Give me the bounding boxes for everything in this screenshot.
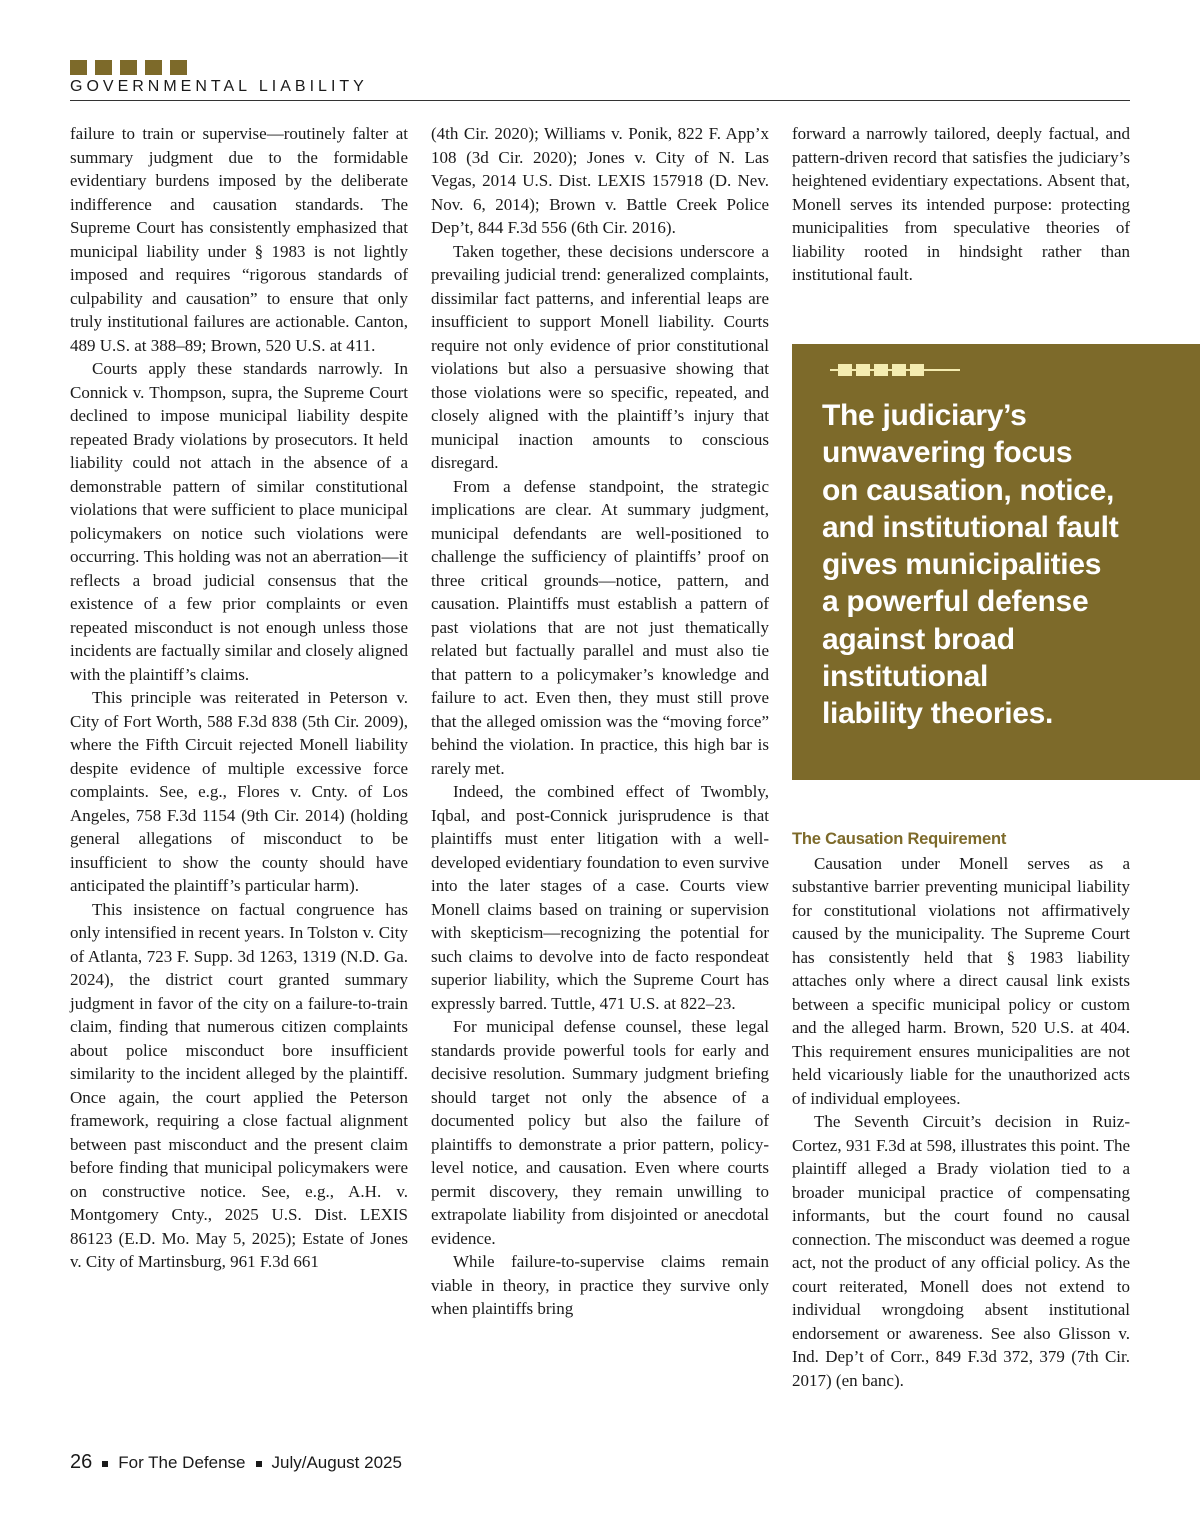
pull-quote-line: and institutional fault: [822, 510, 1119, 544]
pull-quote-decoration: [838, 364, 924, 376]
pull-quote-square: [874, 364, 888, 376]
header-square: [120, 60, 137, 75]
pull-quote-line: institutional: [822, 660, 989, 694]
pull-quote-line: gives municipalities: [822, 548, 1102, 582]
footer-bullet: [102, 1461, 108, 1467]
page-footer: [70, 1451, 402, 1474]
pull-quote-line: The judiciary’s: [822, 399, 1027, 432]
publication-name: For The Defense: [118, 1453, 246, 1472]
paragraph: The Seventh Circuit’s decision in Ruiz-Cortez, 931 F.3d at 598, illustrates this point. The plaintiff alleged a Brady violation tied to a broader municipal practice of compensating informants, but the court found no causal connection. The misconduct was deemed a rogue act, not the product of any official policy. As the court reiterated, Monell does not extend to individual wrongdoing absent institutional endorsement or awareness. See also Glisson v. Ind. Dep’t of Corr., 849 F.3d 372, 379 (7th Cir. 2017) (en banc).: [792, 1112, 1130, 1390]
pull-quote-text: [822, 397, 1172, 733]
pull-quote-line: a powerful defense: [822, 585, 1089, 619]
page-number: 26: [70, 1451, 93, 1473]
footer-bullet: [256, 1461, 262, 1467]
pull-quote-square: [892, 364, 906, 376]
pull-quote-square: [856, 364, 870, 376]
column-3-bottom: [792, 828, 1130, 1392]
section-label: GOVERNMENTAL LIABILITY: [70, 78, 368, 95]
pull-quote-line: against broad: [822, 622, 1015, 656]
header-rule: [70, 100, 1130, 101]
pull-quote-square: [838, 364, 852, 376]
pull-quote-line: unwavering focus: [822, 436, 1073, 470]
paragraph: failure to train or supervise—routinely falter at summary judgment due to the formidable evidentiary burdens imposed by the deliberate indifference and causation standards. The Supreme Court has consistently emphasized that municipal liability under § 1983 is not lightly imposed and requires “rigorous standards of culpability and causation” to ensure that only truly institutional failures are actionable. Canton, 489 U.S. at 388–89; Brown, 520 U.S. at 411.: [70, 124, 408, 355]
header-square: [70, 60, 87, 75]
column-3-top: [792, 122, 1130, 287]
paragraph: This insistence on factual congruence has only intensified in recent years. In Tolston v. City of Atlanta, 723 F. Supp. 3d 1263, 1319 (N.D. Ga. 2024), the district court granted summary judgment in favor of the city on a failure-to-train claim, finding that numerous citizen complaints about police misconduct bore insufficient similarity to the incident alleged by the plaintiff. Once again, the court applied the Peterson framework, requiring a close factual alignment between past misconduct and the present claim before finding that municipal policymakers were on constructive notice. See, e.g., A.H. v. Montgomery Cnty., 2025 U.S. Dist. LEXIS 86123 (E.D. Mo. May 5, 2025); Estate of Jones v. City of Martinsburg, 961 F.3d 661: [70, 899, 408, 1271]
paragraph: Taken together, these decisions underscore a prevailing judicial trend: generalized complaints, dissimilar fact patterns, and inferential leaps are insufficient to support Monell liability. Courts require not only evidence of prior constitutional violations but also a persuasive showing that those violations were so specific, repeated, and closely aligned with the plaintiff’s injury that municipal inaction amounts to conscious disregard.: [431, 241, 769, 472]
paragraph: Courts apply these standards narrowly. In Connick v. Thompson, supra, the Supreme Court declined to impose municipal liability despite repeated Brady violations by prosecutors. It held liability could not attach in the absence of a demonstrable pattern of similar constitutional violations that were sufficient to place municipal policymakers on notice such violations were occurring. This holding was not an aberration—it reflects a broad judicial consensus that the existence of a few prior complaints or even repeated misconduct is not enough unless those incidents are factually similar and closely aligned with the plaintiff’s claims.: [70, 359, 408, 684]
section-heading: The Causation Requirement: [792, 830, 1007, 848]
pull-quote: [792, 344, 1200, 780]
header-square: [95, 60, 112, 75]
column-2: [431, 122, 769, 1321]
paragraph: (4th Cir. 2020); Williams v. Ponik, 822 F. App’x 108 (3d Cir. 2020); Jones v. City of N. Las Vegas, 2014 U.S. Dist. LEXIS 157918 (D. Nev. Nov. 6, 2014); Brown v. Battle Creek Police Dep’t, 844 F.3d 556 (6th Cir. 2016).: [431, 124, 769, 237]
paragraph: This principle was reiterated in Peterson v. City of Fort Worth, 588 F.3d 838 (5th Cir. 2009), where the Fifth Circuit rejected Monell liability despite evidence of multiple excessive force complaints. See, e.g., Flores v. Cnty. of Los Angeles, 758 F.3d 1154 (9th Cir. 2014) (holding general allegations of misconduct to be insufficient to show the county should have anticipated the plaintiff’s particular harm).: [70, 688, 408, 895]
paragraph: forward a narrowly tailored, deeply factual, and pattern-driven record that satisfies the judiciary’s heightened evidentiary expectations. Absent that, Monell serves its intended purpose: protecting municipalities from speculative theories of liability rooted in hindsight rather than institutional fault.: [792, 124, 1130, 284]
column-1: [70, 122, 408, 1274]
paragraph: While failure-to-supervise claims remain viable in theory, in practice they survive only when plaintiffs bring: [431, 1252, 769, 1318]
pull-quote-line: liability theories.: [822, 697, 1054, 731]
paragraph: Causation under Monell serves as a substantive barrier preventing municipal liability for constitutional violations not affirmatively caused by the municipality. The Supreme Court has consistently held that § 1983 liability attaches only where a direct causal link exists between a specific municipal policy or custom and the alleged harm. Brown, 520 U.S. at 404. This requirement ensures municipalities are not held vicariously liable for the unauthorized acts of individual employees.: [792, 853, 1130, 1108]
header-square: [145, 60, 162, 75]
header-decoration: [70, 60, 187, 75]
pull-quote-line: on causation, notice,: [822, 473, 1115, 507]
paragraph: Indeed, the combined effect of Twombly, Iqbal, and post-Connick jurisprudence is that plaintiffs must enter litigation with a well-developed evidentiary foundation to even survive into the later stages of a case. Courts view Monell claims based on training or supervision with skepticism—recognizing the potential for such claims to devolve into de facto respondeat superior liability, which the Supreme Court has expressly barred. Tuttle, 471 U.S. at 822–23.: [431, 782, 769, 1013]
paragraph: For municipal defense counsel, these legal standards provide powerful tools for early and decisive resolution. Summary judgment briefing should target not only the absence of a documented policy but also the failure of plaintiffs to demonstrate a prior pattern, policy-level notice, and causation. Even where courts permit discovery, they remain unwilling to extrapolate liability from disjointed or anecdotal evidence.: [431, 1017, 769, 1248]
header-square: [170, 60, 187, 75]
issue-date: July/August 2025: [271, 1453, 402, 1472]
pull-quote-square: [910, 364, 924, 376]
paragraph: From a defense standpoint, the strategic implications are clear. At summary judgment, municipal defendants are well-positioned to challenge the sufficiency of plaintiffs’ proof on three critical grounds—notice, pattern, and causation. Plaintiffs must establish a pattern of past violations that are not just thematically related but factually parallel and must also tie that pattern to a policymaker’s knowledge and failure to act. Even then, they must still prove that the alleged omission was the “moving force” behind the violation. In practice, this high bar is rarely met.: [431, 476, 769, 778]
